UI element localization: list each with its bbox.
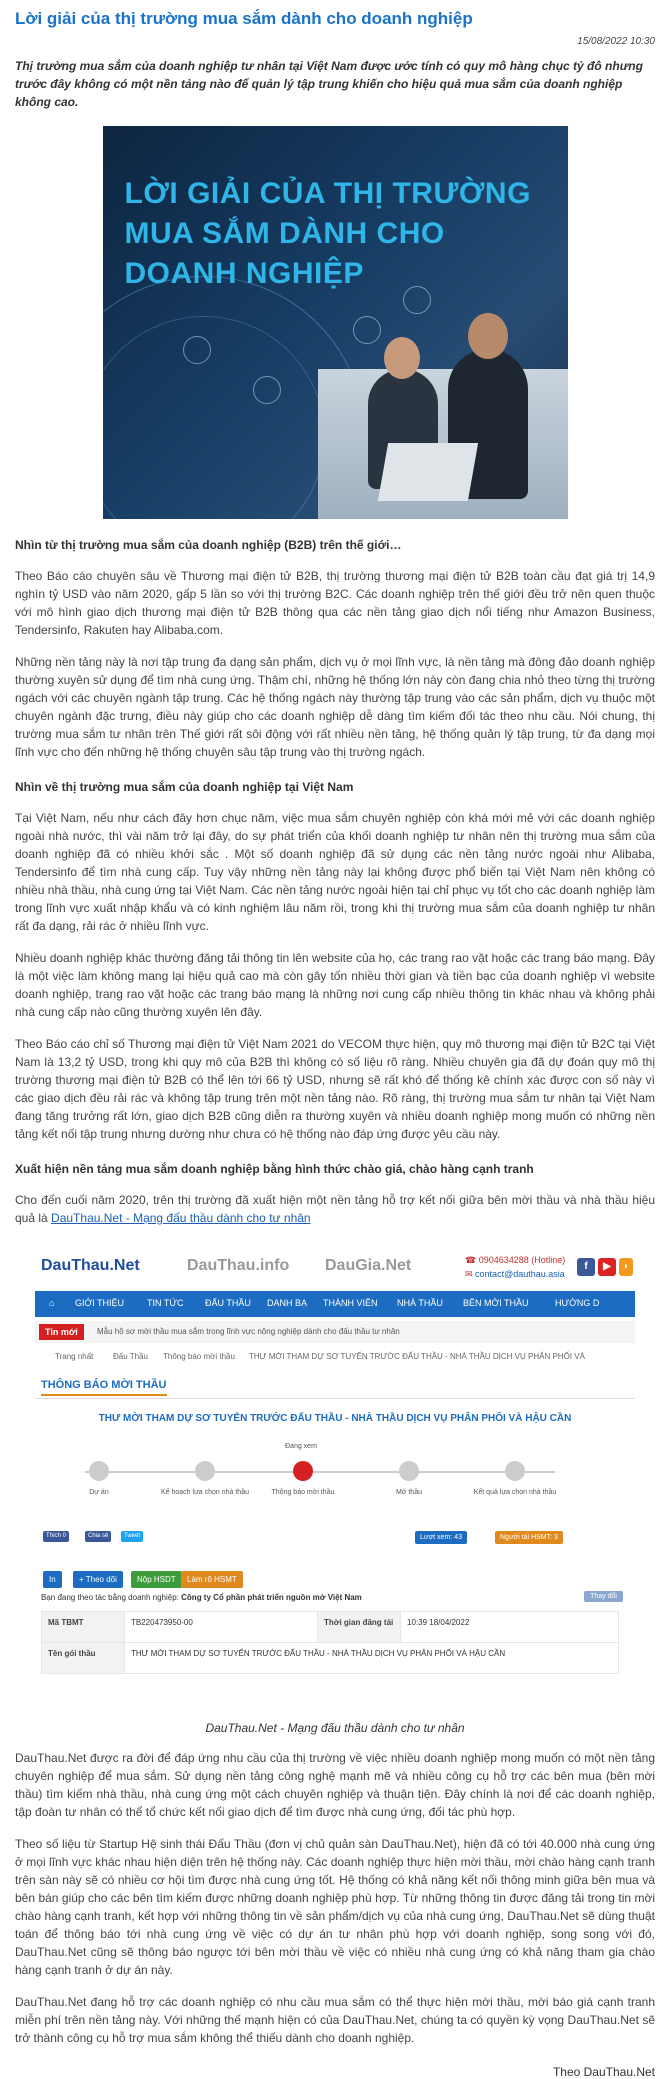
downloads-badge: Người tải HSMT: 3 xyxy=(495,1531,563,1544)
news-tag: Tin mới xyxy=(39,1324,84,1340)
step-label: Kết quả lựa chọn nhà thầu xyxy=(473,1489,557,1496)
divider xyxy=(35,1398,635,1399)
table-key: Mã TBMT xyxy=(42,1612,125,1643)
news-text[interactable]: Mẫu hồ sơ mời thầu mua sắm trong lĩnh vực nông nghiệp dành cho đấu thầu tư nhân xyxy=(97,1327,400,1336)
home-icon[interactable]: ⌂ xyxy=(49,1298,55,1308)
table-row xyxy=(42,1643,619,1674)
section-heading: Nhìn về thị trường mua sắm của doanh nghiệp tại Việt Nam xyxy=(15,780,354,794)
step-dot-active[interactable] xyxy=(293,1461,313,1481)
rss-icon[interactable]: ◗ xyxy=(619,1258,633,1276)
paragraph: Theo số liệu từ Startup Hệ sinh thái Đấu Thầu (đơn vị chủ quản sàn DauThau.Net), hiện đã có tới 40.000 nhà cung ứng ở mọi lĩnh vực khác nhau hiện diện trên hệ thống này. Các doanh nghiệp thực hiện mời thầu, mời chào hàng cạnh tranh trên sàn này sẽ có nhiều cơ hội tìm được nhà cung ứng tốt. Hệ thống có khả năng kết nối thông minh giữa bên mua và bên bán giúp cho các bên tìm kiếm được những doanh nghiệp phù hợp. Từ những thông tin được đăng tải trong tin mời chào hàng cạnh tranh, kết hợp với những thông tin về sản phẩm/dịch vụ của nhà cung ứng, DauThau.Net sẽ dùng thuật toán để thông báo tới nhà cung ứng về việc có dự án tư nhân phù hợp với doanh nghiệp, song song với đó, DauThau.Net cũng sẽ thông báo ngược tới bên mời thầu về việc có nhiều nhà cung ứng có khả năng tham gia chào hàng cạnh tranh ở dự án này. xyxy=(15,1837,655,1977)
businessman-head xyxy=(384,337,420,379)
paragraph: Những nền tảng này là nơi tập trung đa dạng sản phẩm, dịch vụ ở mọi lĩnh vực, là nền tảng mà đông đảo doanh nghiệp thường xuyên sử dụng để tìm nhà cung ứng. Thậm chí, những hệ thống lớn này còn đang chia nhỏ theo từng thị trường ngách với các chuyên ngành tập trung. Các hệ thống ngách này thường tập trung vào các sản phẩm, dịch vụ thuộc một chuyên ngành đặc trưng, điều này giúp cho các doanh nghiệp dễ dàng tìm kiếm đối tác theo nhu cầu. Nói chung, thị trường mua sắm tư nhân trên Thế giới rất sôi động với rất nhiều nền tảng, hệ thống quản lý tập trung, từ đa dạng mọi lĩnh vực cho đến những hệ thống chuyên sâu tập trung vào thị trường ngách. xyxy=(15,655,655,759)
paragraph: Theo Báo cáo chuyên sâu về Thương mại điện tử B2B, thị trường thương mại điện tử B2B toàn cầu đạt giá trị 14,9 nghìn tỷ USD vào năm 2020, gấp 5 lần so với thị trường B2C. Các doanh nghiệp trên thế giới đều trở nên quen thuộc với mô hình giao dịch thương mại điện tử B2B thông qua các nền tảng giao dịch nổi tiếng như Amazon Business, Tendersinfo, Rakuten hay Alibaba.com. xyxy=(15,569,655,637)
email: contact@dauthau.asia xyxy=(475,1269,565,1279)
step-dot[interactable] xyxy=(505,1461,525,1481)
brand-logo: DauGia.Net xyxy=(325,1257,412,1274)
paragraph: DauThau.Net đang hỗ trợ các doanh nghiệp có nhu cầu mua sắm có thể thực hiện mời thầu, mời báo giá cạnh tranh miễn phí trên nền tảng này. Với những thế mạnh hiện có của DauThau.Net, chúng ta có quyền kỳ vọng DauThau.Net sẽ trở thành công cụ hỗ trợ mua sắm không thể thiếu dành cho doanh nghiệp. xyxy=(15,1995,655,2045)
paragraph: Nhiều doanh nghiệp khác thường đăng tải thông tin lên website của họ, các trang rao vặt hoặc các trang báo mạng. Đây là một việc làm không mang lại hiệu quả cao mà còn gây tốn nhiều thời gian và tiền bạc của doanh nghiệp vì website doanh nghiệp, trang rao vặt hoặc các trang báo mạng là những nơi cung cấp nhiều thông tin khác nhau và không phải nhà cung cấp nào cũng thường xuyên lên đây. xyxy=(15,951,655,1019)
hotline: 0904634288 (Hotline) xyxy=(478,1255,566,1265)
hero-line: DOANH NGHIỆP xyxy=(124,257,364,290)
paragraph xyxy=(15,1191,655,1227)
progress-track xyxy=(85,1471,555,1473)
like-button[interactable]: Thích 0 xyxy=(43,1531,69,1542)
brand-logo: DauThau.Net xyxy=(41,1257,140,1274)
step-label: Kế hoạch lựa chọn nhà thầu xyxy=(161,1489,249,1496)
step-label: Dự án xyxy=(89,1489,109,1496)
change-button[interactable]: Thay đổi xyxy=(584,1591,623,1602)
source-credit: Theo DauThau.Net xyxy=(552,2065,655,2079)
facebook-icon[interactable]: f xyxy=(577,1258,595,1276)
nav-item[interactable]: TIN TỨC xyxy=(147,1298,184,1308)
step-dot[interactable] xyxy=(89,1461,109,1481)
network-icon xyxy=(183,336,211,364)
print-button[interactable]: In xyxy=(43,1571,62,1588)
views-badge: Lượt xem: 43 xyxy=(415,1531,467,1544)
article xyxy=(15,0,655,2079)
section-heading: Xuất hiện nền tảng mua sắm doanh nghiệp bằng hình thức chào giá, chào hàng cạnh tranh xyxy=(15,1162,534,1176)
paragraph: Theo Báo cáo chỉ số Thương mại điện tử Việt Nam 2021 do VECOM thực hiện, quy mô thương mại điện tử B2C tại Việt Nam là 13,2 tỷ USD, trong khi quy mô của B2B thì không có số liệu rõ ràng. Nhiều chuyên gia đã dự đoán quy mô thị trường thương mại điện tử B2B có thể lên tới 66 tỷ USD, nhưng sẽ rất khó để thống kê chính xác được con số này vì các giao dịch đều rải rác và không tập trung trên một nền tảng nào. Rõ ràng, thị trường mua sắm tư nhân tại Việt Nam đang tăng trưởng rất lớn, giao dịch B2B cũng diễn ra thường xuyên và nhiều doanh nghiệp mong muốn có những nền tảng kết nối tập trung nhưng dường như chưa có hệ thống nào đáp ứng được yêu cầu này. xyxy=(15,1037,655,1141)
news-ticker xyxy=(35,1321,635,1343)
clarify-button[interactable]: Làm rõ HSMT xyxy=(181,1571,243,1588)
table-value: THƯ MỜI THAM DỰ SƠ TUYỂN TRƯỚC ĐẤU THẦU - NHÀ THẦU DỊCH VỤ PHÂN PHỐI VÀ HẬU CẦN xyxy=(125,1643,619,1674)
owner-line xyxy=(41,1593,362,1602)
paragraph: Tại Việt Nam, nếu như cách đây hơn chục năm, việc mua sắm chuyên nghiệp còn khá mới mẻ với các doanh nghiệp ngoài nhà nước, thì vài năm trở lại đây, do sự phát triển của khối doanh nghiệp tư nhân nên thị trường mua sắm của doanh nghiệp đã có nhiều khởi sắc . Một số doanh nghiệp đã sử dụng các nền tảng nước ngoài như Alibaba, Tendersinfo để tìm nhà cung cấp. Tuy vậy những nền tảng này lại không được phổ biến tại Việt Nam nên không có nhiều nhà thầu, nhà cung ứng tại Việt Nam. Các nền tảng nước ngoài hiện tại chỉ phục vụ tốt cho các doanh nghiệp làm trong lĩnh vực xuất nhập khẩu và có kinh nghiệm lâu năm rồi, trong khi thị trường mua sắm của doanh nghiệp tư nhân rất đa dạng, rải rác ở nhiều lĩnh vực. xyxy=(15,811,655,933)
current-step-label: Đang xem xyxy=(285,1443,317,1450)
table-key: Thời gian đăng tải xyxy=(318,1612,401,1643)
tweet-button[interactable]: Tweet xyxy=(121,1531,143,1542)
table-value: TB220473950-00 xyxy=(125,1612,318,1643)
lead-paragraph: Thị trường mua sắm của doanh nghiệp tư nhân tại Việt Nam được ước tính có quy mô hàng chục tỷ đô nhưng trước đây không có một nền tảng nào để quản lý tập trung khiến cho hiệu quả mua sắm của doanh nghiệp không cao. xyxy=(15,59,643,109)
section-heading: Nhìn từ thị trường mua sắm của doanh nghiệp (B2B) trên thế giới… xyxy=(15,538,402,552)
hero-image xyxy=(103,126,568,519)
notice-table xyxy=(41,1611,619,1674)
nav-item[interactable]: DANH BẠ xyxy=(267,1298,308,1308)
hero-line: MUA SẮM DÀNH CHO xyxy=(124,217,445,250)
table-value: 10:39 18/04/2022 xyxy=(401,1612,619,1643)
table-row xyxy=(42,1612,619,1643)
laptop-graphic xyxy=(377,443,477,501)
step-label: Mở thầu xyxy=(396,1489,422,1496)
breadcrumb-item: THƯ MỜI THAM DỰ SƠ TUYỂN TRƯỚC ĐẤU THẦU - NHÀ THẦU DỊCH VỤ PHÂN PHỐI VÀ xyxy=(249,1352,585,1361)
youtube-icon[interactable]: ▶ xyxy=(598,1258,616,1276)
breadcrumb xyxy=(35,1347,635,1367)
step-dot[interactable] xyxy=(195,1461,215,1481)
breadcrumb-item[interactable]: Đấu Thầu xyxy=(113,1352,148,1361)
page-title: Lời giải của thị trường mua sắm dành cho doanh nghiệp xyxy=(15,9,473,28)
hero-heading xyxy=(125,174,531,294)
share-button[interactable]: Chia sẻ xyxy=(85,1531,111,1542)
follow-button[interactable]: + Theo dõi xyxy=(73,1571,123,1588)
submit-bid-button[interactable]: Nộp HSDT xyxy=(131,1571,182,1588)
step-dot[interactable] xyxy=(399,1461,419,1481)
publish-date: 15/08/2022 10:30 xyxy=(577,36,655,47)
network-icon xyxy=(353,316,381,344)
nav-item[interactable]: NHÀ THẦU xyxy=(397,1298,443,1308)
step-label: Thông báo mời thầu xyxy=(271,1489,335,1496)
breadcrumb-item[interactable]: Thông báo mời thầu xyxy=(163,1352,235,1361)
paragraph-text: Cho đến cuối năm 2020, trên thị trường đã xuất hiện một nền tảng hỗ trợ kết nối giữa bên mời thầu và nhà thầu hiệu quả là xyxy=(15,1193,655,1225)
notice-headline: THƯ MỜI THAM DỰ SƠ TUYỂN TRƯỚC ĐẤU THẦU - NHÀ THẦU DỊCH VỤ PHÂN PHỐI VÀ HẬU CẦN xyxy=(98,1413,572,1424)
nav-item[interactable]: HƯỚNG D xyxy=(555,1298,600,1308)
owner-label: Bạn đang theo tác bằng doanh nghiệp: xyxy=(41,1593,179,1602)
table-key: Tên gói thầu xyxy=(42,1643,125,1674)
nav-item[interactable]: THÀNH VIÊN xyxy=(323,1298,378,1308)
owner-name: Công ty Cổ phần phát triển nguồn mở Việt Nam xyxy=(181,1593,362,1602)
breadcrumb-item[interactable]: Trang nhất xyxy=(55,1352,94,1361)
businessman-head xyxy=(468,313,508,359)
paragraph: DauThau.Net được ra đời để đáp ứng nhu cầu của thị trường về việc nhiều doanh nghiệp mong muốn có một nền tảng chuyên nghiệp để mua sắm. Sử dụng nền tảng công nghệ mạnh mẽ và nhiều công cụ hỗ trợ các bên mua (bên mời thầu) tìm kiếm nhà thầu, nhà cung ứng một cách chuyên nghiệp và thuận tiện. Đây chính là nơi để các doanh nghiệp, tập đoàn tư nhân có thể tổ chức kết nối giao dịch để tìm được nhà cung ứng, đối tác phù hợp. xyxy=(15,1751,655,1819)
hero-line: LỜI GIẢI CỦA THỊ TRƯỜNG xyxy=(124,177,531,210)
nav-bar xyxy=(35,1291,635,1317)
contact-info: ☎ 0904634288 (Hotline) ✉ contact@dauthau.asia xyxy=(465,1255,566,1279)
nav-item[interactable]: ĐẤU THẦU xyxy=(205,1298,251,1308)
nav-item[interactable]: BÊN MỜI THẦU xyxy=(463,1298,529,1308)
dauthau-screenshot xyxy=(35,1243,635,1713)
nav-item[interactable]: GIỚI THIỆU xyxy=(75,1298,125,1308)
dauthau-link[interactable]: DauThau.Net - Mạng đấu thầu dành cho tư nhân xyxy=(51,1211,311,1225)
brand-logo: DauThau.info xyxy=(187,1257,290,1274)
network-icon xyxy=(253,376,281,404)
section-title: THÔNG BÁO MỜI THẦU xyxy=(41,1379,167,1396)
image-caption: DauThau.Net - Mạng đấu thầu dành cho tư nhân xyxy=(205,1721,465,1735)
